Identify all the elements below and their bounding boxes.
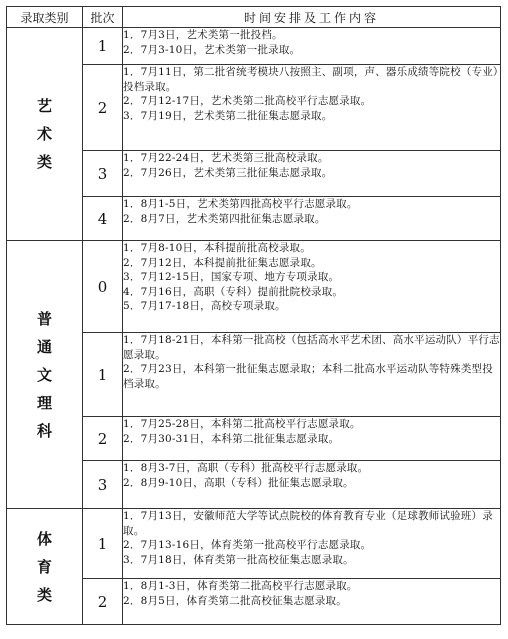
- header-content: 时间安排及工作内容: [123, 7, 501, 28]
- batch-number: 2: [83, 65, 123, 151]
- category-char: 科: [36, 421, 52, 440]
- schedule-line: 1．7月18-21日，本科第一批高校（包括高水平艺术团、高水平运动队）平行志愿录取。: [123, 334, 500, 361]
- schedule-line: 4．7月16日，高职（专科）提前批院校录取。: [123, 285, 344, 298]
- schedule-content: [123, 509, 501, 579]
- schedule-line: 1．8月1-5日，艺术类第四批高校平行志愿录取。: [123, 198, 358, 210]
- batch-number: 3: [83, 461, 123, 509]
- category-char: 体: [36, 529, 52, 548]
- batch-number: 2: [83, 579, 123, 625]
- schedule-line: 2．7月13-16日，体育类第一批高校平行志愿录取。: [123, 539, 372, 551]
- category-cell-art: [7, 28, 83, 241]
- schedule-content: [123, 333, 501, 417]
- category-char: 类: [36, 585, 52, 604]
- batch-number: 1: [83, 28, 123, 65]
- schedule-content: [123, 579, 501, 625]
- batch-number: 2: [83, 417, 123, 461]
- category-char: 普: [36, 309, 52, 328]
- category-cell-sports: [7, 509, 83, 625]
- schedule-content: [123, 151, 501, 197]
- schedule-content: [123, 28, 501, 65]
- schedule-line: 2．7月3-10日，艺术类第一批录取。: [123, 43, 301, 56]
- schedule-line: 1．7月13日，安徽师范大学等试点院校的体育教育专业（足球教师试验班）录取。: [123, 510, 493, 537]
- batch-number: 3: [83, 151, 123, 197]
- schedule-content: [123, 417, 501, 461]
- batch-number: 1: [83, 509, 123, 579]
- schedule-line: 1．8月3-7日，高职（专科）批高校平行志愿录取。: [123, 462, 369, 474]
- schedule-line: 1．7月11日，第二批省统考模块八按照主、副项，声、器乐成绩等院校（专业）投档录取。: [123, 66, 499, 93]
- schedule-line: 3．7月12-15日，国家专项、地方专项录取。: [123, 271, 340, 283]
- schedule-line: 2．8月7日，艺术类第四批征集志愿录取。: [123, 212, 326, 225]
- schedule-line: 5．7月17-18日，高校专项录取。: [123, 300, 286, 312]
- schedule-line: 3．7月19日，艺术类第二批征集志愿录取。: [123, 109, 333, 122]
- schedule-line: 2．8月5日，体育类第二批高校征集志愿录取。: [123, 594, 347, 607]
- table-row: [7, 509, 501, 579]
- schedule-line: 2．8月9-10日，高职（专科）批征集志愿录取。: [123, 476, 354, 489]
- schedule-line: 3．7月18日，体育类第一批高校征集志愿录取。: [123, 553, 354, 566]
- admission-schedule-table: [6, 6, 501, 625]
- batch-number: 1: [83, 333, 123, 417]
- schedule-content: [123, 197, 501, 241]
- header-row: [7, 7, 501, 28]
- schedule-line: 1．7月25-28日，本科第二批高校平行志愿录取。: [123, 418, 361, 430]
- category-cell-general: [7, 241, 83, 509]
- category-char: 理: [36, 393, 52, 412]
- category-char: 文: [36, 365, 52, 384]
- schedule-content: [123, 461, 501, 509]
- schedule-line: 1．8月1-3日，体育类第二批高校平行志愿录取。: [123, 580, 358, 592]
- schedule-line: 2．7月23日，本科第一批征集志愿录取；本科二批高水平运动队等特殊类型投档录取。: [123, 363, 493, 390]
- category-char: 艺: [36, 97, 52, 115]
- schedule-line: 2．7月12日，本科提前批征集志愿录取。: [123, 256, 322, 269]
- schedule-line: 1．7月3日，艺术类第一批投档。: [123, 29, 283, 41]
- schedule-line: 2．7月30-31日，本科第二批征集志愿录取。: [123, 432, 340, 445]
- schedule-line: 1．7月22-24日，艺术类第三批高校录取。: [123, 152, 329, 164]
- header-batch: 批次: [83, 7, 123, 28]
- batch-number: 0: [83, 241, 123, 333]
- table-row: [7, 241, 501, 333]
- batch-number: 4: [83, 197, 123, 241]
- schedule-content: [123, 65, 501, 151]
- schedule-content: [123, 241, 501, 333]
- category-char: 通: [36, 337, 52, 356]
- schedule-line: 2．7月26日，艺术类第三批征集志愿录取。: [123, 166, 333, 179]
- table-row: [7, 28, 501, 65]
- category-char: 术: [36, 125, 52, 143]
- schedule-line: 1．7月8-10日，本科提前批高校录取。: [123, 242, 311, 254]
- category-char: 育: [36, 557, 52, 576]
- category-char: 类: [36, 153, 52, 171]
- header-category: 录取类别: [7, 7, 83, 28]
- schedule-line: 2．7月12-17日，艺术类第二批高校平行志愿录取。: [123, 95, 372, 107]
